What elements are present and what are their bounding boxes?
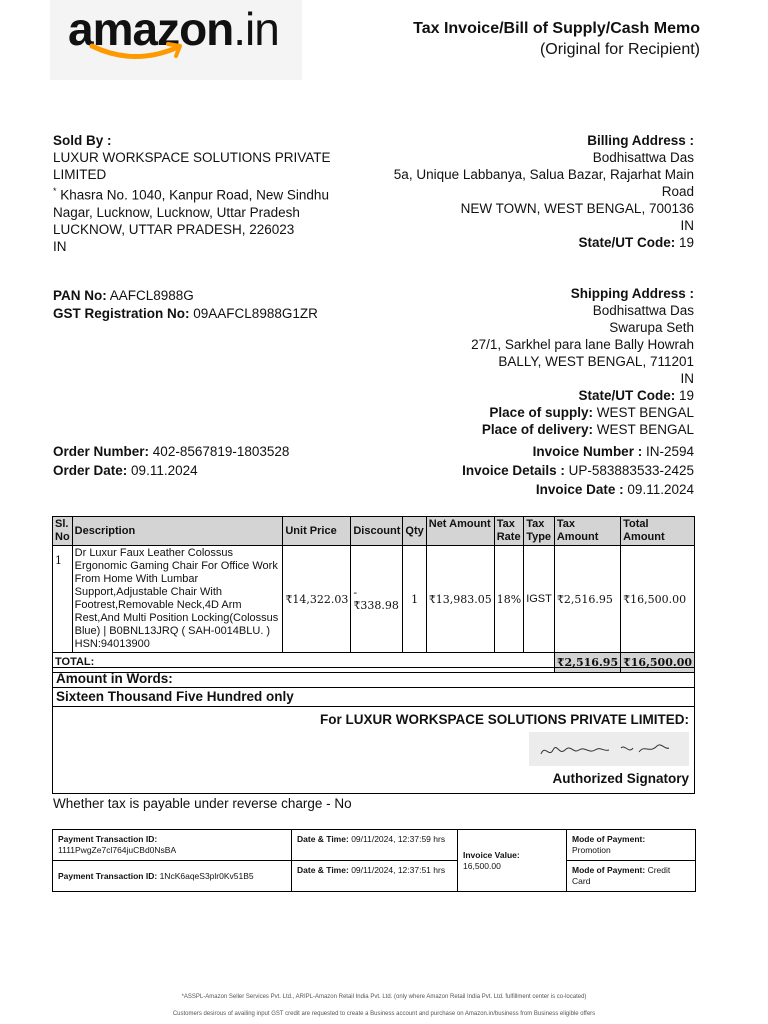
shipping-line: IN — [680, 371, 694, 386]
total-amount: ₹16,500.00 — [621, 653, 695, 673]
shipping-label: Shipping Address : — [570, 286, 694, 301]
cell-unit-price: ₹14,322.03 — [283, 546, 351, 653]
header-cell: Description — [72, 517, 283, 546]
signature-icon — [529, 732, 689, 766]
cell-tax-rate: 18% — [494, 546, 523, 653]
header-cell: Tax Amount — [554, 517, 620, 546]
header-cell: Sl. No — [53, 517, 73, 546]
asterisk-mark: * — [53, 186, 57, 196]
header-cell: Total Amount — [621, 517, 695, 546]
place-of-supply: Place of supply: WEST BENGAL — [489, 405, 694, 420]
total-label: TOTAL: — [53, 653, 555, 673]
header-cell: Unit Price — [283, 517, 351, 546]
header-cell: Tax Rate — [494, 517, 523, 546]
place-of-delivery: Place of delivery: WEST BENGAL — [481, 422, 694, 437]
payment-table — [52, 829, 696, 892]
shipping-state: State/UT Code: 19 — [578, 388, 694, 403]
sold-by-line: * Khasra No. 1040, Kanpur Road, New Sindhu — [53, 186, 329, 203]
invoice-title: Tax Invoice/Bill of Supply/Cash Memo — [413, 20, 700, 37]
signature-image — [529, 732, 689, 766]
shipping-line: BALLY, WEST BENGAL, 711201 — [498, 354, 694, 369]
invoice-number: Invoice Number : IN-2594 — [532, 444, 694, 459]
sold-by-line: LUCKNOW, UTTAR PRADESH, 226023 — [53, 221, 295, 237]
payment-datetime-cell: Date & Time: 09/11/2024, 12:37:59 hrs — [292, 830, 458, 861]
payment-row — [53, 861, 696, 892]
billing-line: Bodhisattwa Das — [592, 150, 694, 165]
billing-label: Billing Address : — [587, 133, 694, 148]
billing-line: 5a, Unique Labbanya, Salua Bazar, Rajarhat Main — [393, 167, 694, 182]
sold-by-line: LUXUR WORKSPACE SOLUTIONS PRIVATE — [53, 150, 331, 165]
header-cell: Net Amount — [426, 517, 494, 546]
cell-tax-type: IGST — [524, 546, 555, 653]
billing-line: Road — [661, 184, 694, 199]
header-cell: Discount — [351, 517, 403, 546]
amazon-smile-icon — [88, 40, 188, 66]
total-tax: ₹2,516.95 — [554, 653, 620, 673]
amount-words-value: Sixteen Thousand Five Hundred only — [56, 689, 294, 704]
shipping-line: Swarupa Seth — [609, 320, 694, 335]
billing-address-section — [354, 132, 694, 251]
payment-mode-cell: Mode of Payment: Promotion — [567, 830, 696, 861]
item-description: Dr Luxur Faux Leather Colossus Ergonomic Gaming Chair For Office Work From Home With Lumbar Support,Adjustable Chair With Footrest,Removable Neck,4D Arm Rest,And Multi Position Locking(Colossus Blue) | B0BNL13JRQ ( SAH-0014BLU. ) — [74, 547, 279, 637]
authorized-signatory: Authorized Signatory — [552, 771, 689, 786]
amount-words-label: Amount in Words: — [56, 671, 173, 686]
sold-by-label: Sold By : — [53, 133, 112, 148]
payment-mode-cell: Mode of Payment: Credit Card — [567, 861, 696, 892]
invoice-subtitle: (Original for Recipient) — [539, 41, 700, 58]
cell-sl: 1 — [53, 546, 73, 653]
invoice-value-cell: Invoice Value: 16,500.00 — [458, 830, 567, 892]
payment-txn-cell: Payment Transaction ID: 1NcK6aqeS3plr0Kv51B5 — [53, 861, 292, 892]
reverse-charge-note: Whether tax is payable under reverse charge - No — [53, 796, 352, 811]
payment-txn-cell: Payment Transaction ID: 1111PwgZe7cl764juCBd0NsBA — [53, 830, 292, 861]
cell-net-amount: ₹13,983.05 — [426, 546, 494, 653]
sold-by-section — [53, 132, 373, 255]
signatory-box — [52, 706, 695, 794]
order-number: Order Number: 402-8567819-1803528 — [53, 444, 290, 459]
cell-tax-amount: ₹2,516.95 — [554, 546, 620, 653]
order-date: Order Date: 09.11.2024 — [53, 463, 198, 478]
item-hsn: HSN:94013900 — [74, 638, 150, 650]
cell-description — [72, 546, 283, 653]
invoice-info-section — [354, 443, 694, 498]
sold-by-line: IN — [53, 238, 67, 254]
payment-datetime-cell: Date & Time: 09/11/2024, 12:37:51 hrs — [292, 861, 458, 892]
signatory-company: For LUXUR WORKSPACE SOLUTIONS PRIVATE LIMITED: — [320, 712, 689, 727]
cell-total-amount: ₹16,500.00 — [621, 546, 695, 653]
billing-line: NEW TOWN, WEST BENGAL, 700136 — [460, 201, 694, 216]
cell-discount: -₹338.98 — [351, 546, 403, 653]
shipping-line: 27/1, Sarkhel para lane Bally Howrah — [471, 337, 694, 352]
pan-number: PAN No: AAFCL8988G — [53, 288, 194, 303]
sold-by-line: Nagar, Lucknow, Lucknow, Uttar Pradesh — [53, 204, 300, 220]
header-cell: Tax Type — [524, 517, 555, 546]
divider — [52, 687, 695, 688]
shipping-line: Bodhisattwa Das — [592, 303, 694, 318]
payment-row — [53, 830, 696, 861]
gst-number: GST Registration No: 09AAFCL8988G1ZR — [53, 306, 318, 321]
table-row — [53, 546, 695, 653]
sold-by-line: LIMITED — [53, 167, 107, 182]
cell-qty: 1 — [403, 546, 426, 653]
amazon-logo: amazon.in — [68, 3, 279, 55]
header-cell: Qty — [403, 517, 426, 546]
footer-note: *ASSPL-Amazon Seller Services Pvt. Ltd., ARIPL-Amazon Retail India Pvt. Ltd. (only where Amazon Retail India Pvt. Ltd. fulfillment center is co-located) — [181, 994, 587, 1000]
shipping-address-section — [354, 285, 694, 438]
items-table — [52, 516, 695, 673]
invoice-details: Invoice Details : UP-583883533-2425 — [462, 463, 694, 478]
footer-note: Customers desirous of availing input GST credit are requested to create a Business account and purchase on Amazon.in/business from Business eligible offers — [172, 1011, 596, 1017]
invoice-date: Invoice Date : 09.11.2024 — [535, 482, 694, 497]
billing-state: State/UT Code: 19 — [578, 235, 694, 250]
billing-line: IN — [680, 218, 694, 233]
table-header-row — [53, 517, 695, 546]
